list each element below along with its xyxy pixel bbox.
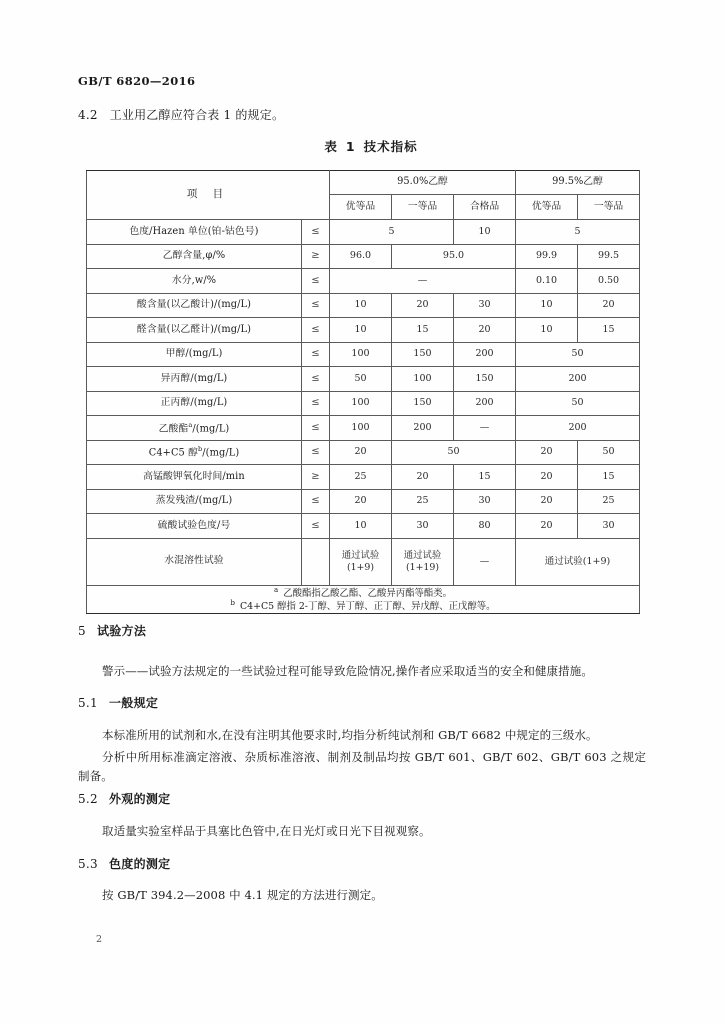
table-footnote: $^b$ C4+C5 醇指 2-丁醇、异丁醇、正丁醇、异戊醇、正戊醇等。 [230,599,496,613]
row-value-cell: 150 [454,367,516,392]
row-value-cell: 200 [454,391,516,416]
table-footnote-row [87,585,640,614]
row-value-cell: 10 [330,293,392,318]
row-value-cell: 20 [330,489,392,514]
clause-4-2-text: 工业用乙醇应符合表 1 的规定。 [109,108,285,122]
row-value-cell: 20 [516,465,578,490]
section-5-3-title: 色度的测定 [108,857,171,871]
table-row [87,489,640,514]
table-row [87,318,640,343]
row-value-cell: 10 [330,514,392,539]
row-value-cell: 0.10 [516,269,578,294]
section-5-2-number: 5.2 [78,792,98,806]
row-value-cell: 10 [454,220,516,245]
header-grade-1: 一等品 [392,195,454,220]
row-value-cell: 0.50 [578,269,640,294]
table-row [87,440,640,465]
row-comparison-symbol: ≤ [302,269,330,294]
spec-table-container [86,170,639,614]
row-comparison-symbol: ≤ [302,318,330,343]
section-5-3-heading [78,855,171,872]
row-item-label: 正丙醇/(mg/L) [87,391,302,416]
row-value-cell: 20 [392,465,454,490]
row-value-cell: 20 [454,318,516,343]
row-value-cell: 20 [330,440,392,465]
row-value-cell: 25 [330,465,392,490]
section-5-1-heading [78,694,158,711]
row-value-cell: 20 [516,489,578,514]
row-value-cell: — [454,538,516,585]
row-item-label: 乙酸酯$^a$/(mg/L) [87,416,302,441]
row-comparison-symbol: ≤ [302,391,330,416]
row-item-label: 高锰酸钾氧化时间/min [87,465,302,490]
header-grade-0: 优等品 [330,195,392,220]
row-value-cell: — [330,269,516,294]
header-group-95: 95.0%乙醇 [330,171,516,195]
row-item-label: 蒸发残渣/(mg/L) [87,489,302,514]
row-value-cell: 通过试验(1+9) [516,538,640,585]
row-value-cell: 96.0 [330,244,392,269]
row-value-cell: 25 [392,489,454,514]
section-5-title: 试验方法 [96,624,147,638]
row-value-cell: 15 [578,465,640,490]
row-value-cell: 99.9 [516,244,578,269]
section-5-heading [78,622,146,639]
section-5-3-paragraph-1: 按 GB/T 394.2—2008 中 4.1 规定的方法进行测定。 [102,888,383,902]
header-grade-2: 合格品 [454,195,516,220]
table-head [87,171,640,220]
row-value-cell: 200 [454,342,516,367]
row-value-cell: 100 [330,391,392,416]
table-row [87,269,640,294]
row-value-cell: — [454,416,516,441]
row-value-cell: 30 [578,514,640,539]
row-value-cell: 10 [516,293,578,318]
row-value-cell: 95.0 [392,244,516,269]
row-item-label: 色度/Hazen 单位(铂-钴色号) [87,220,302,245]
row-item-label: 甲醇/(mg/L) [87,342,302,367]
row-value-cell: 80 [454,514,516,539]
section-5-number: 5 [78,624,86,638]
row-item-label: 水混溶性试验 [87,538,302,585]
row-value-cell: 50 [516,342,640,367]
row-value-cell: 15 [392,318,454,343]
row-item-label: 酸含量(以乙酸计)/(mg/L) [87,293,302,318]
row-value-cell: 200 [392,416,454,441]
table-row [87,367,640,392]
clause-4-2-number: 4.2 [78,108,98,122]
section-5-1-title: 一般规定 [108,696,159,710]
row-comparison-symbol: ≤ [302,293,330,318]
row-value-cell: 15 [578,318,640,343]
section-5-2-heading [78,790,171,807]
row-value-cell: 通过试验 (1+9) [330,538,392,585]
row-value-cell: 150 [392,391,454,416]
section-5-1-number: 5.1 [78,696,98,710]
row-value-cell: 5 [516,220,640,245]
table-row [87,465,640,490]
table-footnotes [87,585,640,614]
header-grade-4: 一等品 [578,195,640,220]
table-row [87,220,640,245]
row-item-label: 水分,w/% [87,269,302,294]
row-value-cell: 20 [392,293,454,318]
row-value-cell: 10 [516,318,578,343]
row-value-cell: 通过试验 (1+19) [392,538,454,585]
clause-4-2 [78,106,284,123]
table-body [87,220,640,614]
row-value-cell: 100 [330,416,392,441]
table-header-row-1 [87,171,640,195]
row-value-cell: 50 [392,440,516,465]
row-value-cell: 10 [330,318,392,343]
row-value-cell: 30 [454,489,516,514]
row-comparison-symbol [302,538,330,585]
row-value-cell: 20 [516,514,578,539]
table-row [87,391,640,416]
row-comparison-symbol: ≥ [302,465,330,490]
header-group-995: 99.5%乙醇 [516,171,640,195]
section-5-1-paragraph-2: 分析中所用标准滴定溶液、杂质标准溶液、制剂及制品均按 GB/T 601、GB/T 602、GB/T 603 之规定制备。 [78,750,646,783]
row-comparison-symbol: ≤ [302,342,330,367]
row-item-label: 异丙醇/(mg/L) [87,367,302,392]
table-footnote: $^a$ 乙酸酯指乙酸乙酯、乙酸异丙酯等酯类。 [274,585,452,599]
standard-number: GB/T 6820—2016 [78,74,196,88]
table-caption-label: 表 [324,139,338,154]
row-comparison-symbol: ≤ [302,220,330,245]
section-5-3-number: 5.3 [78,857,98,871]
table-caption-title: 技术指标 [363,139,418,154]
row-value-cell: 50 [578,440,640,465]
row-value-cell: 20 [578,293,640,318]
table-caption-number: 1 [345,139,356,154]
header-grade-3: 优等品 [516,195,578,220]
row-item-label: 硫酸试验色度/号 [87,514,302,539]
row-value-cell: 200 [516,416,640,441]
row-comparison-symbol: ≤ [302,489,330,514]
table-row [87,342,640,367]
row-value-cell: 50 [330,367,392,392]
section-5-2-paragraph-1: 取适量实验室样品于具塞比色管中,在日光灯或日光下目视观察。 [102,824,431,838]
table-row [87,416,640,441]
row-value-cell: 30 [454,293,516,318]
row-value-cell: 25 [578,489,640,514]
row-comparison-symbol: ≤ [302,514,330,539]
table-caption [0,137,724,155]
table-row [87,244,640,269]
table-row [87,514,640,539]
row-value-cell: 150 [392,342,454,367]
row-item-label: 醛含量(以乙醛计)/(mg/L) [87,318,302,343]
row-value-cell: 5 [330,220,454,245]
row-value-cell: 20 [516,440,578,465]
section-5-2-title: 外观的测定 [108,792,171,806]
technical-index-table [86,170,640,614]
table-row [87,293,640,318]
row-value-cell: 200 [516,367,640,392]
row-comparison-symbol: ≥ [302,244,330,269]
row-comparison-symbol: ≤ [302,416,330,441]
row-value-cell: 100 [392,367,454,392]
table-row [87,538,640,585]
page-number: 2 [96,934,103,945]
row-item-label: C4+C5 醇$^b$/(mg/L) [87,440,302,465]
header-item: 项 目 [87,171,330,220]
section-5-1-paragraph-1: 本标准所用的试剂和水,在没有注明其他要求时,均指分析纯试剂和 GB/T 6682 中规定的三级水。 [102,728,598,742]
row-value-cell: 15 [454,465,516,490]
section-5-warning: 警示——试验方法规定的一些试验过程可能导致危险情况,操作者应采取适当的安全和健康措施。 [102,664,593,678]
row-comparison-symbol: ≤ [302,440,330,465]
row-value-cell: 100 [330,342,392,367]
row-comparison-symbol: ≤ [302,367,330,392]
row-item-label: 乙醇含量,φ/% [87,244,302,269]
row-value-cell: 99.5 [578,244,640,269]
row-value-cell: 30 [392,514,454,539]
row-value-cell: 50 [516,391,640,416]
